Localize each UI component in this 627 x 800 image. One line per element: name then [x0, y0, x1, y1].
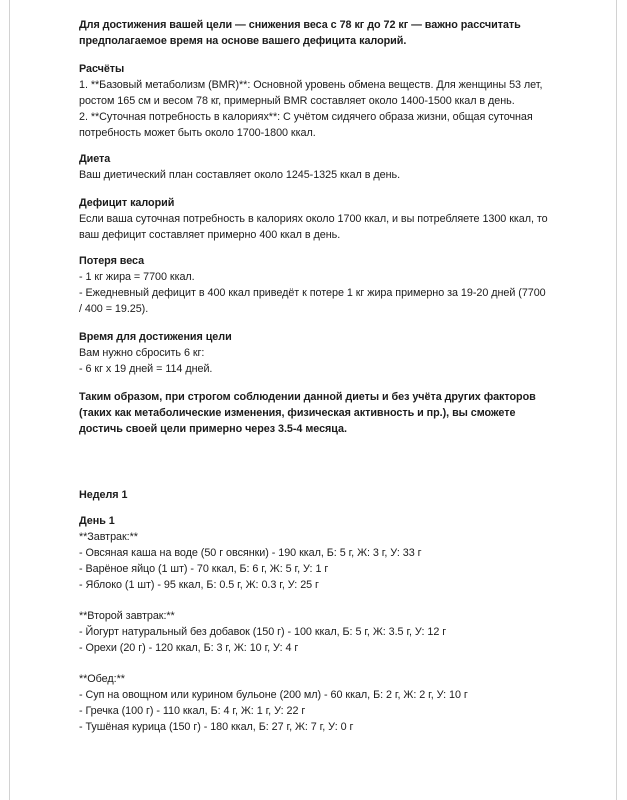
- loss-heading: Потеря веса: [79, 255, 145, 267]
- lunch-item: - Суп на овощном или курином бульоне (200 мл) - 60 ккал, Б: 2 г, Ж: 2 г, У: 10 г: [79, 689, 468, 701]
- time-heading: Время для достижения цели: [79, 331, 232, 343]
- loss-line-2: - Ежедневный дефицит в 400 ккал приведёт к потере 1 кг жира примерно за 19-20 дней (7700 / 400 = 19.25).: [79, 287, 546, 315]
- lunch-title: **Обед:**: [79, 673, 125, 685]
- second-breakfast-title: **Второй завтрак:**: [79, 610, 175, 622]
- diet-heading: Диета: [79, 153, 111, 165]
- document-body: [79, 17, 549, 735]
- second-breakfast-item: - Йогурт натуральный без добавок (150 г) - 100 ккал, Б: 5 г, Ж: 3.5 г, У: 12 г: [79, 626, 447, 638]
- breakfast-item: - Яблоко (1 шт) - 95 ккал, Б: 0.5 г, Ж: 0.3 г, У: 25 г: [79, 579, 319, 591]
- calc-heading: Расчёты: [79, 63, 125, 75]
- second-breakfast-item: - Орехи (20 г) - 120 ккал, Б: 3 г, Ж: 10 г, У: 4 г: [79, 642, 299, 654]
- day-title: День 1: [79, 515, 115, 527]
- intro-paragraph: Для достижения вашей цели — снижения веса с 78 кг до 72 кг — важно рассчитать предполагаемое время на основе вашего дефицита калорий.: [79, 19, 521, 47]
- lunch-item: - Гречка (100 г) - 110 ккал, Б: 4 г, Ж: 1 г, У: 22 г: [79, 705, 306, 717]
- breakfast-item: - Варёное яйцо (1 шт) - 70 ккал, Б: 6 г, Ж: 5 г, У: 1 г: [79, 563, 329, 575]
- week-title: Неделя 1: [79, 489, 128, 501]
- loss-line-1: - 1 кг жира = 7700 ккал.: [79, 271, 195, 283]
- time-line-1: Вам нужно сбросить 6 кг:: [79, 347, 205, 359]
- breakfast-title: **Завтрак:**: [79, 531, 138, 543]
- diet-text: Ваш диетический план составляет около 1245-1325 ккал в день.: [79, 169, 401, 181]
- calc-item-daily-need: 2. **Суточная потребность в калориях**: С учётом сидячего образа жизни, общая суточная потребность может быть около 1700-1800 ккал.: [79, 111, 533, 139]
- conclusion-paragraph: Таким образом, при строгом соблюдении данной диеты и без учёта других факторов (таких как метаболические изменения, физическая активность и пр.), вы сможете достичь своей цели примерно через 3.5-4 месяца.: [79, 391, 536, 435]
- lunch-item: - Тушёная курица (150 г) - 180 ккал, Б: 27 г, Ж: 7 г, У: 0 г: [79, 721, 354, 733]
- time-line-2: - 6 кг x 19 дней = 114 дней.: [79, 363, 213, 375]
- breakfast-item: - Овсяная каша на воде (50 г овсянки) - 190 ккал, Б: 5 г, Ж: 3 г, У: 33 г: [79, 547, 422, 559]
- calc-item-bmr: 1. **Базовый метаболизм (BMR)**: Основной уровень обмена веществ. Для женщины 53 лет, ростом 165 см и весом 78 кг, примерный BMR составляет около 1400-1500 ккал в день.: [79, 79, 543, 107]
- deficit-text: Если ваша суточная потребность в калориях около 1700 ккал, и вы потребляете 1300 ккал, то ваш дефицит составляет примерно 400 ккал в день.: [79, 213, 548, 241]
- deficit-heading: Дефицит калорий: [79, 197, 175, 209]
